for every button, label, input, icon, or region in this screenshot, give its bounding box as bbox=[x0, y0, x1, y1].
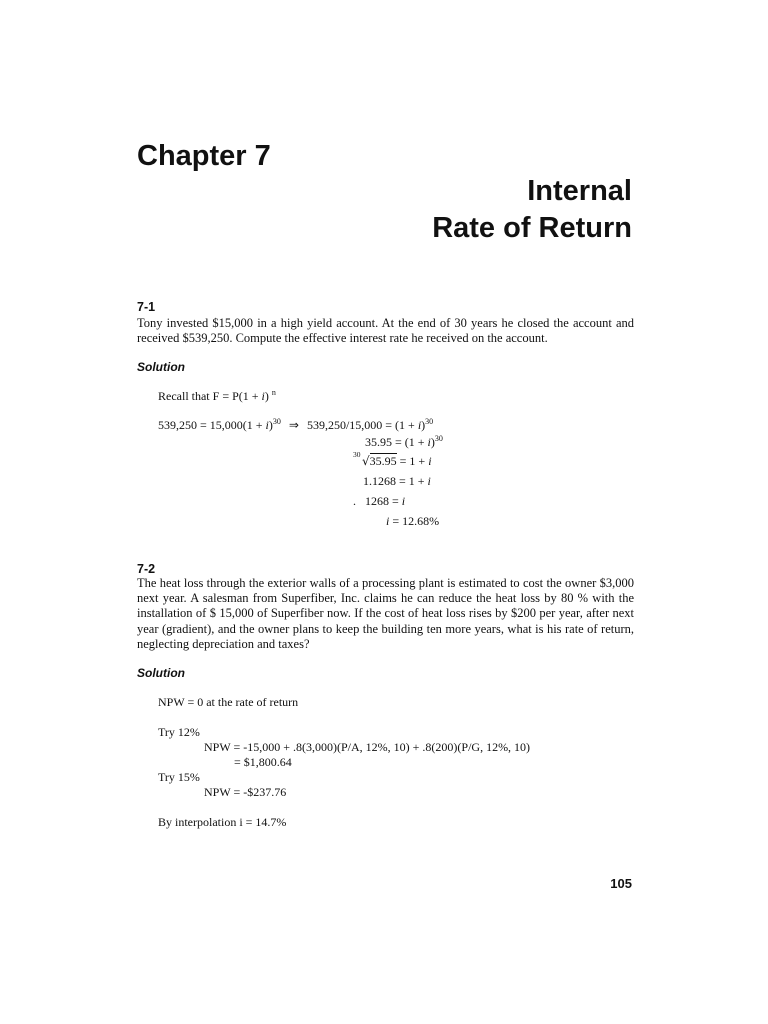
equation-3-root: 30 √35.95 = 1 + i bbox=[353, 450, 432, 468]
npw-15-result: NPW = -$237.76 bbox=[204, 785, 287, 799]
equation-6-result: i = 12.68% bbox=[386, 514, 440, 528]
nth-root-icon: 30 √35.95 bbox=[353, 450, 397, 468]
problem-number-7-1: 7-1 bbox=[137, 300, 156, 314]
page-number: 105 bbox=[610, 876, 632, 891]
interpolation-result: By interpolation i = 14.7% bbox=[158, 815, 287, 829]
chapter-heading: Chapter 7 bbox=[137, 140, 271, 172]
npw-zero-statement: NPW = 0 at the rate of return bbox=[158, 695, 299, 709]
try-12-label: Try 12% bbox=[158, 725, 200, 739]
equation-4: 1.1268 = 1 + i bbox=[363, 474, 431, 488]
npw-12-equation: NPW = -15,000 + .8(3,000)(P/A, 12%, 10) + .8(200)(P/G, 12%, 10) bbox=[204, 740, 531, 754]
equation-1: $539,250 = 15,000(1 + i)^{30}$ ⇒ $539,250/15,000 = (1 + i)^{30}$ bbox=[158, 417, 434, 432]
equation-2: $35.95 = (1 + i)^{30}$ bbox=[365, 434, 443, 449]
chapter-title-line-2: Rate of Return bbox=[432, 212, 632, 244]
chapter-title-line-1: Internal bbox=[527, 175, 632, 207]
implies-arrow-icon: ⇒ bbox=[288, 418, 299, 432]
solution-label-7-1: Solution bbox=[137, 360, 185, 374]
equation-5: . 1268 = i bbox=[353, 494, 406, 508]
problem-text-7-2: The heat loss through the exterior walls of a processing plant is estimated to cost the owner $3,000 next year. A salesman from Superfiber, Inc. claims he can reduce the heat loss by 80 % with the installation of $ 15,000 of Superfiber now. If the cost of heat loss rises by $200 per year, after next year (gradient), and the owner plans to keep the building ten more years, what is his rate of return, neglecting depreciation and taxes? bbox=[137, 576, 634, 651]
problem-text-7-1: Tony invested $15,000 in a high yield account. At the end of 30 years he closed the account and received $539,250. Compute the effective interest rate he received on the account. bbox=[137, 316, 634, 346]
solution-label-7-2: Solution bbox=[137, 666, 185, 680]
problem-number-7-2: 7-2 bbox=[137, 562, 156, 576]
npw-12-result: = $1,800.64 bbox=[234, 755, 292, 769]
try-15-label: Try 15% bbox=[158, 770, 200, 784]
recall-formula: Recall that F = P(1 + i) $^n$ bbox=[158, 388, 276, 403]
